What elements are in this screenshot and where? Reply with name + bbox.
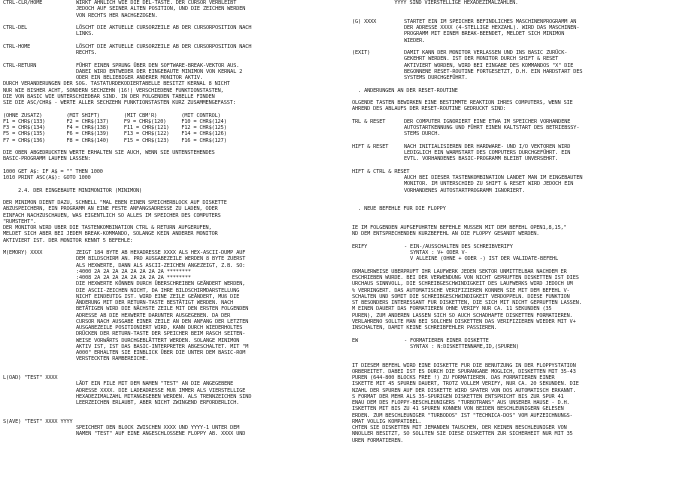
- command-term: CTRL-DEL: [3, 25, 28, 31]
- text-line: F3 = CHR$(134) F4 = CHR$(138) F11 = CHR$(121) F12 = CHR$(125): [3, 125, 227, 131]
- text-line: (OHNE ZUSATZ) (MIT SHIFT) (MIT CBM'R) (MIT CONTROL): [3, 112, 221, 119]
- command-description: AUCH BEI DIESER TASTENKOMBINATION LANDET MAN IM EINGEBAUTEN: [404, 175, 583, 181]
- text-line: ABZUSPEICHERN, EIN PROGRAMM AN EINE FESTE ANFANGSADRESSE ZU LADEN, ODER: [3, 206, 218, 213]
- definition-row: [3, 431, 343, 437]
- text-line: DIE OBEN ABGEDRUCKTEN WERTE ERHALTEN SIE AUCH, WENN SIE UNTENSTEHENDES: [3, 150, 215, 156]
- command-description: DEM BILDSCHIRM AN. PRO AUSGABEZEILE WERDEN 8 BYTE ZUERST: [76, 256, 246, 263]
- command-description: BETÄTIGEN WIRD DIE NÄCHSTE ZEILE MIT DEN ERSTEN FOLGENDEN: [76, 306, 249, 313]
- text-line: 1000 GET A$: IF A$ = "" THEN 1000: [3, 168, 103, 175]
- command-description: ODER EIN BELIEBIGER ANDERER MONITOR AKTIV.: [76, 75, 203, 81]
- definition-row: [352, 256, 694, 262]
- text-line: S FORMAT DER MEHR ALS 35-SPURIGEN DISKETTEN ENTSPRICHT BIS ZUR SPUR 41: [352, 393, 564, 400]
- command-description: FÜHRT EINEN SPRUNG ÜBER DEN SOFTWARE-BREAK-VEKTOR AUS.: [76, 62, 240, 69]
- command-description: DAMIT KANN DER MONITOR VERLASSEN UND INS BASIC ZURÜCK-: [404, 50, 568, 56]
- text-line: PUREN (644-800 BLOCKS FREE !) ZU FORMATIEREN. DAS FORMATIEREN EINER: [352, 375, 555, 381]
- text-line: F1 = CHR$(133) F2 = CHR$(137) F9 = CHR$(120) F10 = CHR$(124): [3, 118, 227, 125]
- command-term: TRL & RESET: [352, 118, 386, 125]
- definition-row: [352, 38, 694, 44]
- command-term: CTRL-CLR/HOME: [3, 0, 43, 6]
- command-description: LÖSCHT DIE AKTUELLE CURSORZEILE AB DER CURSORPOSITION NACH: [76, 25, 252, 31]
- text-line: BASIC-PROGRAMM LAUFEN LASSEN:: [3, 156, 91, 163]
- text-line: S(AVE) "TEST" XXXX YYYY: [3, 418, 73, 425]
- command-term: HIFT & RESET: [352, 143, 389, 150]
- command-term: M(EMORY) XXXX: [3, 250, 43, 256]
- command-description: NICHT EINDEUTIG IST. WIRD EINE ZEILE GEÄNDERT, MUß DIE: [76, 293, 240, 300]
- command-description: DER ADRESSE XXXX (4-STELLIGE HEXZAHL). WIRD DAS MASCHINEN-: [404, 25, 580, 31]
- command-description: VON RECHTS HER NACHGEZOGEN.: [76, 12, 158, 19]
- text-line: EINFACH NACHZUSCHAUEN, WAS EIGENTLICH SO ALLES IM SPEICHER DES COMPUTERS: [3, 212, 221, 219]
- command-description: V ALLEINE (OHNE + ODER -) IST DER VALIDATE-BEFEHL: [404, 256, 559, 263]
- command-description: SYNTAX : N:DISKETTENNAME,ID,(SPUREN): [404, 343, 519, 350]
- command-description: NAMEN "TEST" AUF EINE ANGESCHLOSSENE FLOPPY AB. XXXX UND: [76, 431, 246, 438]
- text-line: L(OAD) "TEST" XXXX: [3, 375, 58, 381]
- command-description: ZEIGT 184 BYTE AB HEXADRESSE XXXX ALS HEX-ASCII-DUMP AUF: [76, 250, 246, 256]
- command-term: EW: [352, 337, 359, 344]
- text-line: DER MINIMON DIENT DAZU, SCHNELL "MAL EBEN EINEN SPEICHERBLOCK AUF DISKETTE: [3, 200, 227, 206]
- command-description: DIE ASCII-ZEICHEN NICHT, DA IHRE BILDSCHIRMDARSTELLUNG: [76, 287, 240, 294]
- definition-row: [3, 356, 343, 362]
- text-line: F5 = CHR$(135) F6 = CHR$(139) F13 = CHR$(122) F14 = CHR$(126): [3, 131, 227, 138]
- command-description: AKTIVIERT WORDEN, WIRD BEI EINGABE DES KOMMANDOS "X" DIE: [404, 62, 574, 69]
- command-description: GEKEHRT WERDEN. IST DER MONITOR DURCH SHIFT & RESET: [404, 56, 559, 63]
- definition-row: [352, 344, 694, 350]
- command-description: WIEDER.: [404, 37, 426, 44]
- command-description: BEGONNENE RESET-ROUTINE FORTGESETZT, D.H. EIN HARDSTART DES: [404, 68, 583, 75]
- command-description: - EIN-/AUSSCHALTEN DES SCHREIBVERIFY: [404, 243, 513, 250]
- command-description: DIE HEXWERTE KÖNNEN DURCH ÜBERSCHREIBEN GEÄNDERT WERDEN,: [76, 281, 246, 288]
- text-line: SCHALTEN UND SOMIT DIE SCHREIBGESCHWINDIGKEIT VERDOPPELN. DIESE FUNKTION: [352, 293, 570, 300]
- command-term: HIFT & CTRL & RESET: [352, 168, 410, 175]
- command-description: JEDOCH AUF SEINER ALTEN POSITION, UND DIE ZEICHEN WERDEN: [76, 6, 246, 13]
- command-description: DABEI WIRD ENTWEDER DER EINGEBAUTE MINIMON VON KERNAL 2: [76, 68, 243, 75]
- text-line: PUREN), ZUM ANDEREN LASSEN SICH SO AUCH SCHADHAFTE DISKETTEN FORMATIEREN.: [352, 312, 573, 319]
- text-line: ST BESONDERS INTERESSANT FÜR DISKETTEN, DIE SICH MIT NICHT GEPRÜFTEN LASSEN.: [352, 300, 582, 306]
- command-description: AUTOSTARTKENNUNG UND FÜHRT EINEN KALTSTART DES BETRIEBSSY-: [404, 125, 580, 131]
- text-line: NUR WIE BISHER ACHT, SONDERN SECHZEHN (16!) VERSCHIEDENE FUNKTIONSTASTEN,: [3, 87, 224, 94]
- text-line: OLGENDE TASTEN BEWIRKEN EINE BESTIMMTE REAKTION IHRES COMPUTERS, WENN SIE: [352, 100, 573, 106]
- command-description: ALS HEXWERTE, DANN ALS ASCII-ZEICHEN ANGEZEIGT, Z.B. SO:: [76, 262, 246, 269]
- text-line: MELDET SICH ABER BEI JEDEM BREAK-KOMMANDO, SOLANGE KEIN ANDERER MONITOR: [3, 231, 218, 238]
- command-term: CTRL-RETURN: [3, 62, 37, 69]
- text-line: ENAU DEM DES FLOPPY-BESCHLEUNIGERS "TURBOTRANS" AUS UNSERER HAUSE - D.H.: [352, 400, 570, 406]
- text-line: YYYY SIND VIERSTELLIGE HEXADEZIMALZAHLEN.: [352, 0, 519, 6]
- text-line: F7 = CHR$(136) F8 = CHR$(140) F15 = CHR$(123) F16 = CHR$(127): [3, 137, 227, 144]
- definition-row: [3, 75, 343, 81]
- right-text-column: [352, 0, 694, 444]
- command-description: RECHTS.: [76, 50, 98, 56]
- text-line: ORMALERWEISE ÜBERPRÜFT IHR LAUFWERK JEDEN SEKTOR UNMITTELBAR NACHDEM ER: [352, 268, 567, 275]
- command-description: VERSTECKTEN RAMBEREICHE.: [76, 356, 149, 363]
- text-line: CHTEN SIE DISKETTEN MIT JEMANDEN TAUSCHEN, DER KEINEN BESCHLEUNIGER VON: [352, 425, 567, 431]
- command-description: CURSOR NACH AUSGABE EINER ZEILE AN DEN ANFANG DER LETZTEN: [76, 318, 249, 325]
- command-description: LEERZEICHEN ERLAUBT, ABER NICHT ZWINGEND ERFORDERLICH.: [76, 400, 240, 406]
- command-description: ADRESSE XXXX. DIE LADEADRESSE MUß IMMER ALS VIERSTELLIGE: [76, 387, 246, 394]
- command-description: MONITOR. IM UNTERSCHIED ZU SHIFT & RESET WIRD JEDOCH EIN: [404, 181, 574, 188]
- command-description: DER COMPUTER IGNORIERT EINE ETWA IM SPEICHER VORHANDENE: [404, 118, 571, 125]
- command-term: CTRL-HOME: [3, 43, 31, 50]
- text-line: . NEUE BEFEHLE FÜR DIE FLOPPY: [352, 206, 446, 213]
- text-line: ORBEREITET. DABEI IST ES DURCH DIE SPURANGABE MÖGLICH, DISKETTEN MIT 35-43: [352, 368, 576, 375]
- text-line: IT DIESEM BEFEHL WIRD EINE DISKETTE FÜR DIE BENUTZUNG IN DER FLOPPYSTATION: [352, 362, 576, 369]
- left-text-column: [3, 0, 343, 438]
- command-description: :4008 2A 2A 2A 2A 2A 2A 2A 2A ********: [76, 275, 191, 281]
- command-description: SYSTEMS DURCHGEFÜHRT.: [404, 75, 468, 81]
- definition-row: [3, 400, 343, 406]
- text-line: ISKETTEN MIT BIS ZU 41 SPUREN KÖNNEN VON BEIDEN BESCHLEUNIGERN GELESEN: [352, 406, 564, 413]
- command-description: HEXADEZIMALZAHL MITANGEGEBEN WERDEN. ALS TRENNZEICHEN SIND: [76, 393, 252, 400]
- text-line: SIE DIE ASC/CHR$ - WERTE ALLER SECHZEHN FUNKTIONSTASTEN KURZ ZUSAMMENGEFASST:: [3, 100, 236, 106]
- command-description: LINKS.: [76, 31, 95, 38]
- definition-row: [3, 13, 343, 19]
- command-description: SPEICHERT DEN BLOCK ZWISCHEN XXXX UND YYYY-1 UNTER DEM: [76, 425, 240, 431]
- command-description: WIRKT ÄHNLICH WIE DIE DEL-TASTE. DER CURSOR VERBLEIBT: [76, 0, 237, 6]
- command-description: ADRESSE AB DIE HEXWERTE DARUNTER AUSGEGEBEN. DA DER: [76, 312, 231, 319]
- text-line: M EINEN DAUERT DAS FORMATIEREN OHNE VERIFY NUR CA. 11 SEKUNDEN (35: [352, 306, 552, 313]
- text-line: % VERRINGERT. DAS AUTOMATISCHE VERIFIZIEREN KÖNNEN SIE MIT DEM BEFEHL V-: [352, 287, 570, 294]
- command-description: STARTET EIN IM SPEICHER BEFINDLICHES MASCHINENPROGRAMM AN: [404, 18, 577, 25]
- definition-row: [3, 50, 343, 56]
- command-description: DRÜCKEN DER RETURN-TASTE DER SPEICHER BEIM RASCH SEITEN-: [76, 331, 246, 338]
- text-line: AKTIVIERT IST. DER MONITOR KENNT 5 BEFEHLE:: [3, 237, 133, 244]
- command-description: NACH INITIALISIEREN DER HARDWARE- UND I/O VEKTOREN WIRD: [404, 143, 571, 150]
- command-description: PROGRAMM MIT EINEM BREAK-BEENDET, MELDET SICH MINIMON: [404, 31, 565, 38]
- text-line: UREN FORMATIEREN.: [352, 437, 404, 444]
- command-term: (G) XXXX: [352, 18, 377, 25]
- command-term: (EXIT): [352, 50, 371, 56]
- text-line: ERDEN. ZUM BESCHLEUNIGER "TURBODOS" IST "TECHNICA-DOS" VOM AUFZEICHNUNGS-: [352, 412, 573, 419]
- text-line: ISKETTE MIT 45 SPUREN DAUERT, TROTZ VOLLEM VERIFY, NUR CA. 20 SEKUNDEN. DIE: [352, 381, 579, 388]
- command-description: STEMS DURCH.: [404, 131, 441, 138]
- definition-row: [352, 188, 694, 194]
- text-line: 1010 PRINT ASC(A$): GOTO 1000: [3, 175, 91, 181]
- text-line: INSCHALTEN, DAMIT KEINE SCHREIBFEHLER PASSIEREN.: [352, 325, 498, 331]
- definition-row: [352, 156, 694, 162]
- text-line: ND DEM ENTSPRECHENDEN KURZBEFEHL AN DIE FLOPPY GESANDT WERDEN.: [352, 231, 540, 238]
- definition-row: [3, 31, 343, 37]
- command-description: SYNTAX : V+ ODER V-: [404, 250, 468, 256]
- text-line: NZAHL DER SPUREN AUF DER DISKETTE WIRD SPÄTER VON DOS AUTOMATISCH ERKANNT.: [352, 387, 576, 394]
- text-line: NNOLLER BESITZT, SO SOLLTEN SIE DIESE DISKETTEN ZUR SICHERHEIT NUR MIT 35: [352, 431, 573, 438]
- command-description: LEDIGLICH EIN WARMSTART DES COMPUTERS DURCHGEFÜHRT. EIN: [404, 150, 571, 156]
- text-line: . ÄNDERUNGEN AN DER RESET-ROUTINE: [352, 87, 458, 94]
- command-description: LÖSCHT DIE AKTUELLE CURSORZEILE AB DER CURSORPOSITION NACH: [76, 43, 252, 50]
- command-description: VORHANDENES AUTOSTARTPROGRAMM IGNORIERT.: [404, 187, 525, 194]
- command-description: :4000 2A 2A 2A 2A 2A 2A 2A 2A ********: [76, 268, 191, 275]
- command-description: - FORMATIEREN EINER DISKETTE: [404, 337, 489, 344]
- text-line: 2.4. DER EINGEBAUTE MINIMONITOR (MINIMON): [3, 187, 143, 194]
- command-term: ERIFY: [352, 243, 368, 250]
- text-line: RMAT VÖLLIG KOMPATIBEL.: [352, 418, 422, 425]
- text-line: AHREND DES ABLAUFS DER RESET-ROUTINE GEDRÜCKT SIND:: [352, 106, 507, 113]
- text-line: VERLÄHRENO SOLLTE MAN BEI SOLCHEN DISKETTEN DAS VERIFIZIEREN WIEDER MIT V+: [352, 318, 576, 325]
- text-line: ESCHRIEBEN WURDE. BEI DER VERWENDUNG VON NICHT GEPRÜFTEN DISKETTEN IST DIES: [352, 275, 579, 281]
- definition-row: [352, 131, 694, 137]
- command-description: WEISE VORWÄRTS DURCHGEBLÄTTERT WERDEN. SOLANGE MINIMON: [76, 337, 240, 344]
- command-description: A000" ERHALTEN SIE EINBLICK ÜBER DIE UNTER DEM BASIC-ROM: [76, 350, 246, 356]
- command-description: AKTIV IST, IST DAS BASIC-INTERPRETER ABGESCHALTET. MIT "M: [76, 343, 249, 350]
- text-line: DER MONITOR WIRD ÜBER DIE TASTENKOMBINATION CTRL & RETURN AUFGERUFEN,: [3, 225, 212, 231]
- text-line: "RUMSTEHT".: [3, 218, 37, 225]
- command-description: EVTL. VORHANDENES BASIC-PROGRAMM BLEIBT UNVERSEHRT.: [404, 156, 559, 163]
- text-line: IE IM FOLGENDEN AUFGEFÜHRTEN BEFEHLE MÜSSEN MIT DEM BEFEHL OPEN1,8,15,": [352, 225, 567, 231]
- text-line: DIE VON BASIC WIE UNTERSCHIEDBAR SIND. IN DER FOLGENDEN TABELLE FINDEN: [3, 93, 215, 100]
- command-description: LÄDT EIN FILE MIT DEM NAMEN "TEST" AN DIE ANGEGEBENE: [76, 381, 234, 388]
- command-description: ÄNDERUNG MIT DER RETURN-TASTE BESTÄTIGT WERDEN. NACH: [76, 300, 234, 306]
- command-description: AUSGABEZEILE POSITIONIERT WIRD, KANN DURCH WIEDERHOLTES: [76, 325, 243, 331]
- text-line: DURCH VERÄNDERUNGEN DER SOG. TASTATURDEKODIERTABELLE BESITZT KERNAL 8 NICHT: [3, 81, 230, 88]
- text-line: URCHAUS SINNVOLL, DIE SCHREIBGESCHWINDIGKEIT DES LAUFWERKS WIRD JEDOCH UM: [352, 281, 573, 288]
- definition-row: [352, 75, 694, 81]
